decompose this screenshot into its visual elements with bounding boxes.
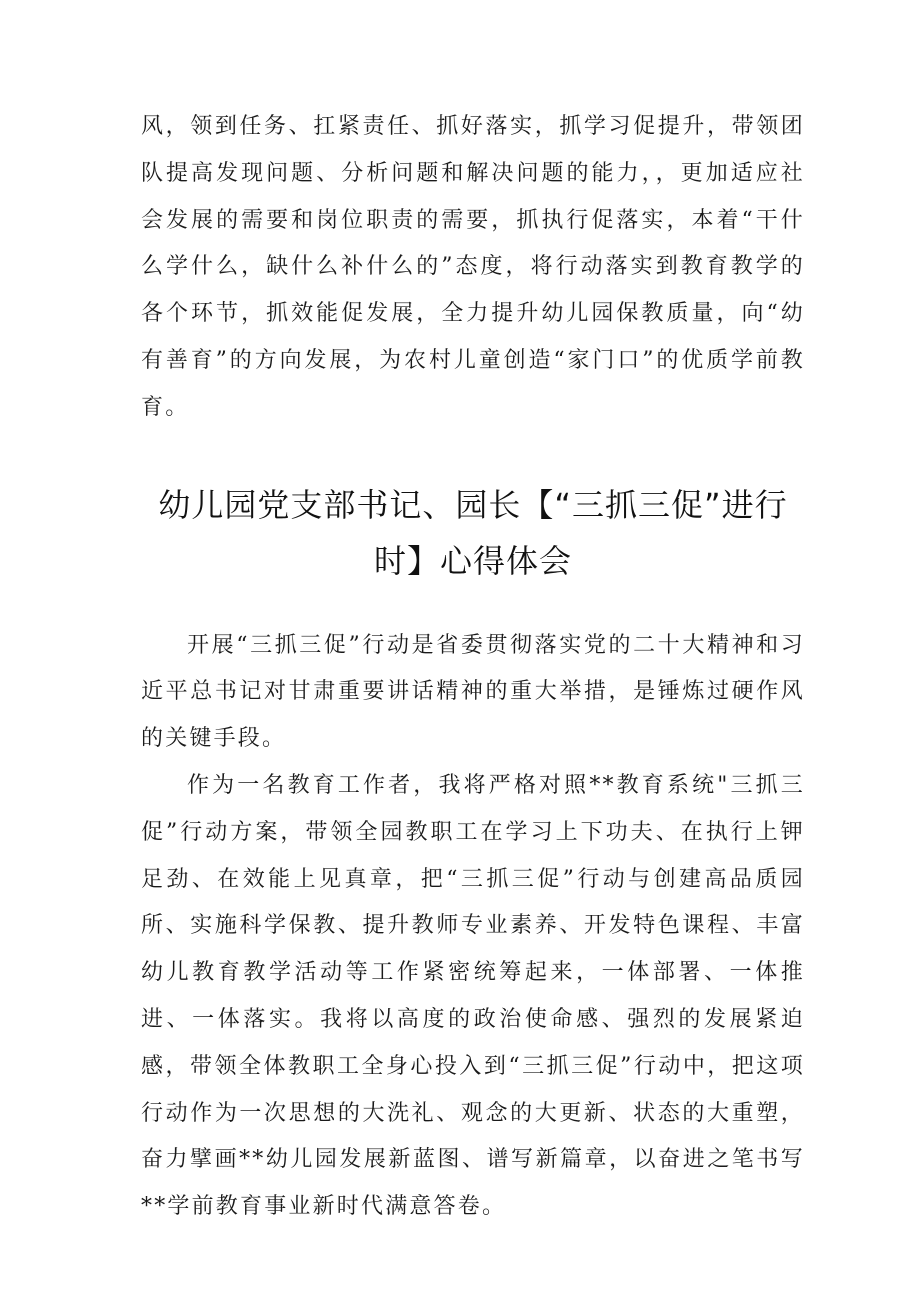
intro-paragraph: 风，领到任务、扛紧责任、抓好落实，抓学习促提升，带领团队提高发现问题、分析问题和解决问题的能力，，更加适应社会发展的需要和岗位职责的需要，抓执行促落实，本着“干什么学什么，缺什么补什么的”态度，将行动落实到教育教学的各个环节，抓效能促发展，全力提升幼儿园保教质量，向“幼有善育”的方向发展，为农村儿童创造“家门口”的优质学前教育。 xyxy=(141,114,805,420)
document-page xyxy=(141,104,805,1231)
article-title xyxy=(141,477,805,589)
body-paragraph-1: 开展“三抓三促”行动是省委贯彻落实党的二十大精神和习近平总书记对甘肃重要讲话精神的重大举措，是锤炼过硬作风的关键手段。 xyxy=(141,632,805,752)
article-title-line-1: 幼儿园党支部书记、园长【“三抓三促”进行 xyxy=(158,485,788,524)
body-paragraph-2: 作为一名教育工作者，我将严格对照**教育系统"三抓三促”行动方案，带领全园教职工在学习上下功夫、在执行上钾足劲、在效能上见真章，把“三抓三促”行动与创建高品质园所、实施科学保教、提升教师专业素养、开发特色课程、丰富幼儿教育教学活动等工作紧密统筹起来，一体部署、一体推进、一体落实。我将以高度的政治使命感、强烈的发展紧迫感，带领全体教职工全身心投入到“三抓三促”行动中，把这项行动作为一次思想的大洗礼、观念的大更新、状态的大重塑，奋力擘画**幼儿园发展新蓝图、谱写新篇章，以奋进之笔书写**学前教育事业新时代满意答卷。 xyxy=(141,772,805,1220)
article-title-line-2: 时】心得体会 xyxy=(373,541,572,580)
